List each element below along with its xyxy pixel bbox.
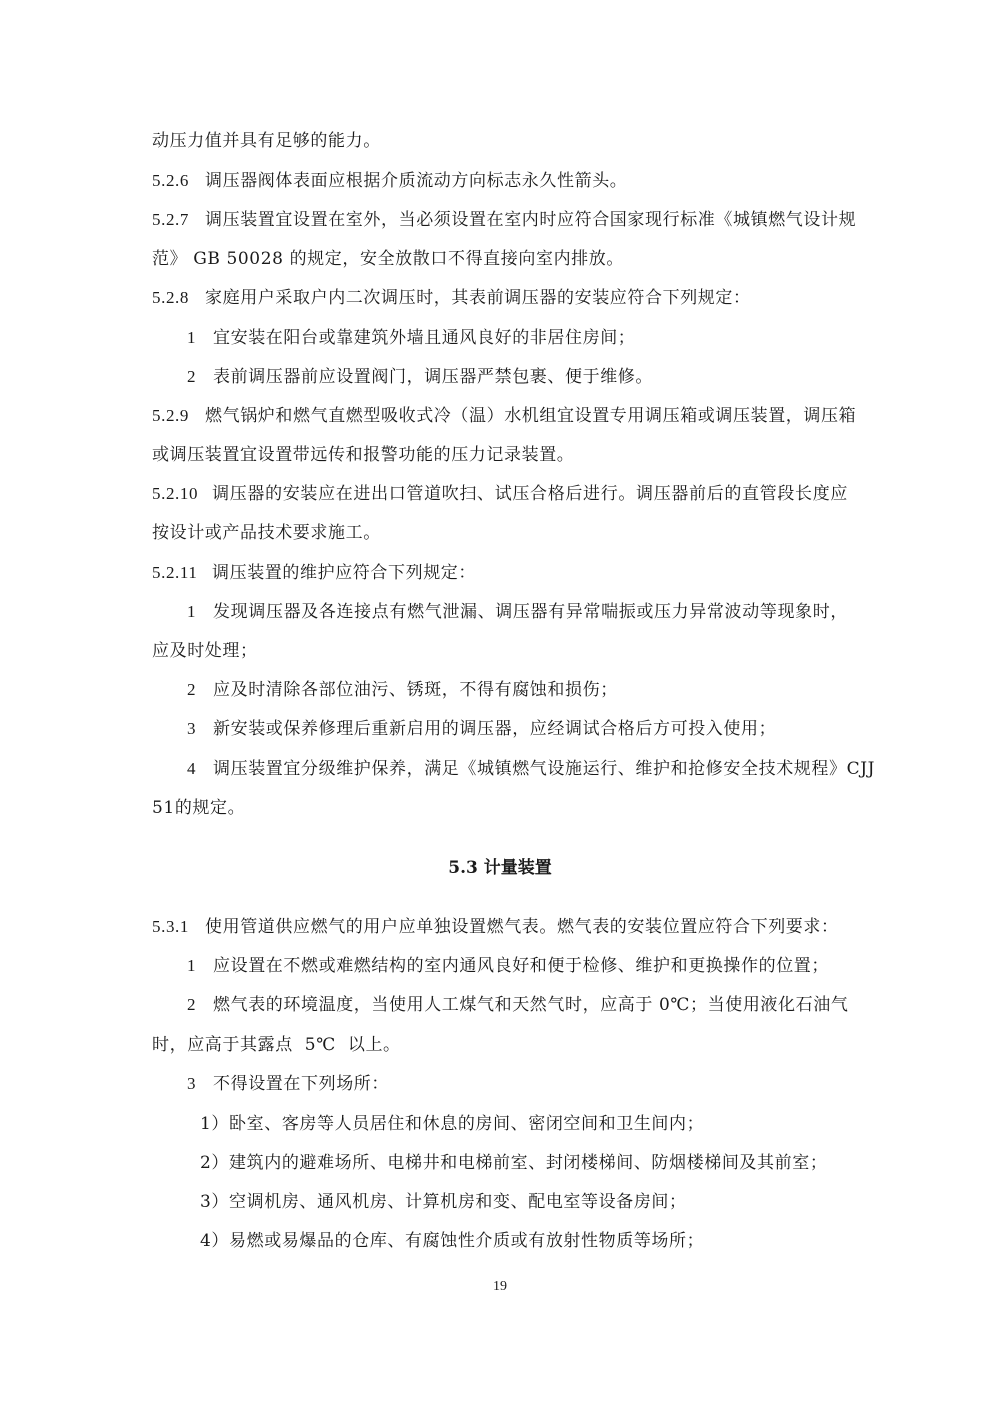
sub-list-item: 2）建筑内的避难场所、电梯井和电梯前室、封闭楼梯间、防烟楼梯间及其前室； <box>200 1153 828 1173</box>
list-item: 1 宜安装在阳台或靠建筑外墙且通风良好的非居住房间； <box>187 328 636 348</box>
text-line: 按设计或产品技术要求施工。 <box>152 523 381 543</box>
text-line: 时，应高于其露点 5℃ 以上。 <box>152 1035 401 1055</box>
text-line: 或调压装置宜设置带远传和报警功能的压力记录装置。 <box>152 445 575 465</box>
clause-5-2-10: 5.2.10 调压器的安装应在进出口管道吹扫、试压合格后进行。调压器前后的直管段长度应 <box>152 484 848 504</box>
list-item: 1 发现调压器及各连接点有燃气泄漏、调压器有异常喘振或压力异常波动等现象时， <box>187 602 848 622</box>
list-item: 1 应设置在不燃或难燃结构的室内通风良好和便于检修、维护和更换操作的位置； <box>187 956 829 976</box>
list-item: 3 不得设置在下列场所： <box>187 1074 389 1094</box>
list-item: 4 调压装置宜分级维护保养，满足《城镇燃气设施运行、维护和抢修安全技术规程》CJJ <box>187 759 876 779</box>
section-heading: 5.3 计量装置 <box>448 858 552 878</box>
list-item: 2 表前调压器前应设置阀门，调压器严禁包裹、便于维修。 <box>187 367 653 387</box>
list-item: 2 燃气表的环境温度，当使用人工煤气和天然气时，应高于 0℃；当使用液化石油气 <box>187 995 849 1015</box>
text-line: 51的规定。 <box>152 798 246 818</box>
page-number: 19 <box>493 1279 507 1294</box>
sub-list-item: 4）易燃或易爆品的仓库、有腐蚀性介质或有放射性物质等场所； <box>200 1231 705 1251</box>
text-line: 范》 GB 50028 的规定，安全放散口不得直接向室内排放。 <box>152 249 624 269</box>
list-item: 3 新安装或保养修理后重新启用的调压器，应经调试合格后方可投入使用； <box>187 719 777 739</box>
text-line: 动压力值并具有足够的能力。 <box>152 131 381 151</box>
clause-5-2-11: 5.2.11 调压装置的维护应符合下列规定： <box>152 563 476 583</box>
sub-list-item: 1）卧室、客房等人员居住和休息的房间、密闭空间和卫生间内； <box>200 1114 705 1134</box>
list-item: 2 应及时清除各部位油污、锈斑，不得有腐蚀和损伤； <box>187 680 618 700</box>
text-line: 应及时处理； <box>152 641 258 661</box>
clause-5-2-7: 5.2.7 调压装置宜设置在室外，当必须设置在室内时应符合国家现行标准《城镇燃气设计规 <box>152 210 857 230</box>
clause-5-3-1: 5.3.1 使用管道供应燃气的用户应单独设置燃气表。燃气表的安装位置应符合下列要求： <box>152 917 839 937</box>
clause-5-2-9: 5.2.9 燃气锅炉和燃气直燃型吸收式冷（温）水机组宜设置专用调压箱或调压装置，调压箱 <box>152 406 857 426</box>
sub-list-item: 3）空调机房、通风机房、计算机房和变、配电室等设备房间； <box>200 1192 687 1212</box>
clause-5-2-8: 5.2.8 家庭用户采取户内二次调压时，其表前调压器的安装应符合下列规定： <box>152 288 751 308</box>
clause-5-2-6: 5.2.6 调压器阀体表面应根据介质流动方向标志永久性箭头。 <box>152 171 628 191</box>
